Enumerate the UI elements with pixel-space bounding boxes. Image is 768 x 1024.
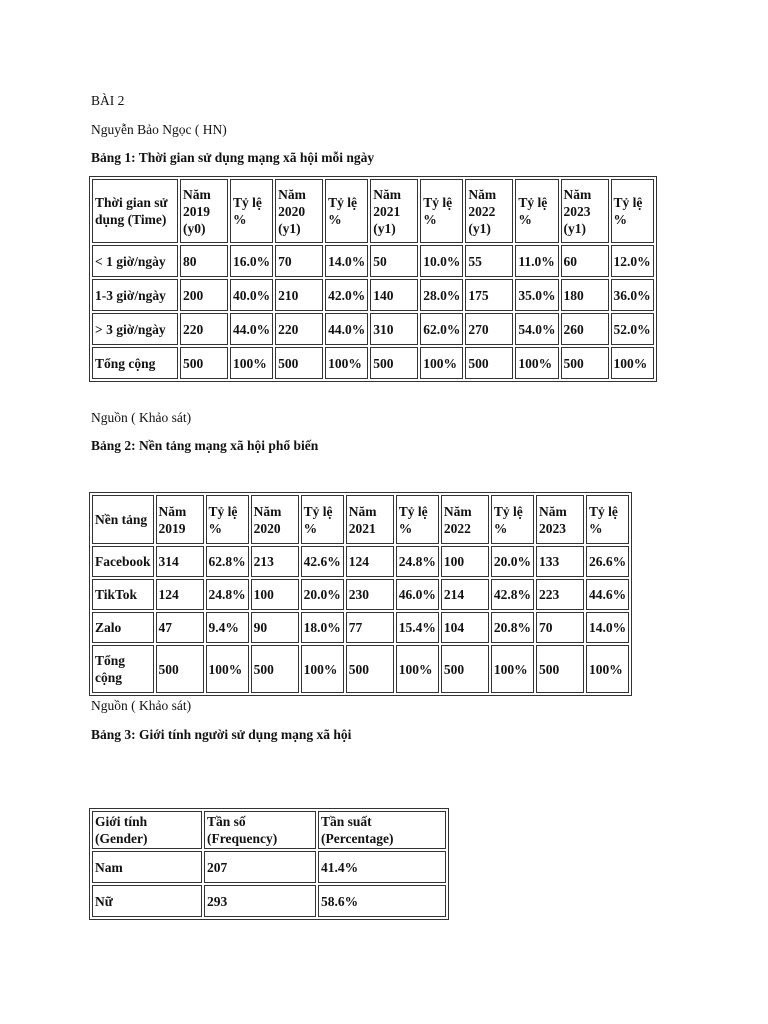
table-cell: 41.4%	[318, 851, 446, 883]
table-cell: 270	[465, 313, 513, 345]
table1-body	[92, 179, 654, 379]
table-cell: 44.0%	[230, 313, 273, 345]
table-cell: 223	[536, 579, 584, 610]
table-cell: Tổng cộng	[92, 645, 154, 693]
table-cell: 210	[275, 279, 323, 311]
table-cell: 100%	[301, 645, 344, 693]
table-cell: 58.6%	[318, 885, 446, 917]
table-cell: 100%	[325, 347, 368, 379]
table-row	[92, 612, 629, 643]
table-cell: 220	[275, 313, 323, 345]
table-header-row	[92, 495, 629, 544]
table-cell: < 1 giờ/ngày	[92, 245, 178, 277]
table-cell: 47	[156, 612, 204, 643]
table-cell: 260	[561, 313, 609, 345]
table-cell: Nam	[92, 851, 202, 883]
table-header-cell: Tần suất (Percentage)	[318, 811, 446, 849]
table-header-cell: Tỷ lệ %	[325, 179, 368, 243]
table-cell: 104	[441, 612, 489, 643]
table-cell: 42.0%	[325, 279, 368, 311]
table-cell: 54.0%	[515, 313, 558, 345]
table1-time-usage	[89, 176, 657, 382]
table-header-row	[92, 811, 446, 849]
table-header-cell: Năm 2020	[251, 495, 299, 544]
table3-body	[92, 811, 446, 917]
table-header-cell: Tỷ lệ %	[491, 495, 534, 544]
table-cell: 100%	[586, 645, 629, 693]
table-header-cell: Tỷ lệ %	[515, 179, 558, 243]
table-header-cell: Năm 2023 (y1)	[561, 179, 609, 243]
table-cell: 26.6%	[586, 546, 629, 577]
table-cell: 100	[251, 579, 299, 610]
table-cell: Tổng cộng	[92, 347, 178, 379]
table-cell: 9.4%	[206, 612, 249, 643]
table-cell: 314	[156, 546, 204, 577]
table-header-cell: Thời gian sử dụng (Time)	[92, 179, 178, 243]
table-cell: 100%	[230, 347, 273, 379]
table-cell: 70	[275, 245, 323, 277]
table-header-cell: Năm 2019 (y0)	[180, 179, 228, 243]
table-header-cell: Năm 2021	[346, 495, 394, 544]
table-cell: 14.0%	[325, 245, 368, 277]
table-cell: 44.0%	[325, 313, 368, 345]
table-cell: 100%	[611, 347, 654, 379]
table-cell: 62.0%	[420, 313, 463, 345]
table-cell: 310	[370, 313, 418, 345]
table-header-cell: Tỷ lệ %	[396, 495, 439, 544]
table-header-cell: Năm 2023	[536, 495, 584, 544]
table-cell: Facebook	[92, 546, 154, 577]
table-cell: Zalo	[92, 612, 154, 643]
table-cell: 40.0%	[230, 279, 273, 311]
table-cell: 52.0%	[611, 313, 654, 345]
table-cell: 500	[561, 347, 609, 379]
table-cell: 35.0%	[515, 279, 558, 311]
table-cell: 175	[465, 279, 513, 311]
table-cell: 100%	[420, 347, 463, 379]
table-cell: 124	[156, 579, 204, 610]
table-cell: 14.0%	[586, 612, 629, 643]
table-cell: 42.8%	[491, 579, 534, 610]
table2-source: Nguồn ( Khảo sát)	[91, 698, 192, 713]
table-cell: 90	[251, 612, 299, 643]
table-cell: 220	[180, 313, 228, 345]
table-cell: 24.8%	[206, 579, 249, 610]
table-cell: 55	[465, 245, 513, 277]
author-name: Nguyễn Bảo Ngọc ( HN)	[91, 122, 227, 137]
table-cell: 500	[346, 645, 394, 693]
table-cell: 20.0%	[301, 579, 344, 610]
table-cell: 140	[370, 279, 418, 311]
table-header-cell: Giới tính (Gender)	[92, 811, 202, 849]
table-cell: 18.0%	[301, 612, 344, 643]
table-cell: 100%	[491, 645, 534, 693]
table-header-cell: Năm 2022 (y1)	[465, 179, 513, 243]
table-cell: 500	[465, 347, 513, 379]
table-header-cell: Tỷ lệ %	[611, 179, 654, 243]
table-cell: 70	[536, 612, 584, 643]
table-cell: 500	[441, 645, 489, 693]
table-row	[92, 546, 629, 577]
table-cell: > 3 giờ/ngày	[92, 313, 178, 345]
table-cell: 62.8%	[206, 546, 249, 577]
table-cell: 20.8%	[491, 612, 534, 643]
table1-caption: Bảng 1: Thời gian sử dụng mạng xã hội mỗi ngày	[91, 150, 375, 165]
table-cell: 46.0%	[396, 579, 439, 610]
table-cell: 500	[180, 347, 228, 379]
table-cell: 500	[275, 347, 323, 379]
table-header-cell: Tỷ lệ %	[420, 179, 463, 243]
table-cell: TikTok	[92, 579, 154, 610]
table-header-cell: Tỷ lệ %	[301, 495, 344, 544]
table-header-cell: Tỷ lệ %	[206, 495, 249, 544]
table-header-cell: Năm 2019	[156, 495, 204, 544]
table-cell: 500	[156, 645, 204, 693]
table-row	[92, 313, 654, 345]
table-row	[92, 279, 654, 311]
table-cell: 28.0%	[420, 279, 463, 311]
table-cell: 10.0%	[420, 245, 463, 277]
table-cell: 77	[346, 612, 394, 643]
table2-body	[92, 495, 629, 693]
table-row	[92, 347, 654, 379]
table-cell: 500	[370, 347, 418, 379]
table-cell: 180	[561, 279, 609, 311]
table-cell: 293	[204, 885, 316, 917]
table-cell: 1-3 giờ/ngày	[92, 279, 178, 311]
table-header-cell: Tần số (Frequency)	[204, 811, 316, 849]
table-cell: 24.8%	[396, 546, 439, 577]
table-cell: 207	[204, 851, 316, 883]
table-cell: 36.0%	[611, 279, 654, 311]
table-cell: 200	[180, 279, 228, 311]
table-cell: 214	[441, 579, 489, 610]
table-cell: 15.4%	[396, 612, 439, 643]
table-cell: 124	[346, 546, 394, 577]
table-cell: 20.0%	[491, 546, 534, 577]
table-row	[92, 245, 654, 277]
table-header-row	[92, 179, 654, 243]
table-cell: 12.0%	[611, 245, 654, 277]
table1-source: Nguồn ( Khảo sát)	[91, 410, 192, 425]
table-cell: 42.6%	[301, 546, 344, 577]
document-heading: BÀI 2	[91, 93, 125, 108]
table-header-cell: Năm 2021 (y1)	[370, 179, 418, 243]
table-cell: 500	[251, 645, 299, 693]
table-cell: 133	[536, 546, 584, 577]
table-cell: 100%	[515, 347, 558, 379]
table-header-cell: Năm 2022	[441, 495, 489, 544]
table-row	[92, 851, 446, 883]
table2-platforms	[89, 492, 632, 696]
table-cell: 44.6%	[586, 579, 629, 610]
table-cell: 80	[180, 245, 228, 277]
table-row	[92, 579, 629, 610]
table-header-cell: Tỷ lệ %	[586, 495, 629, 544]
table-row	[92, 645, 629, 693]
table-cell: Nữ	[92, 885, 202, 917]
table-cell: 213	[251, 546, 299, 577]
table3-gender	[89, 808, 449, 920]
table-cell: 230	[346, 579, 394, 610]
table-cell: 11.0%	[515, 245, 558, 277]
table-cell: 100%	[206, 645, 249, 693]
table-cell: 50	[370, 245, 418, 277]
table-cell: 100	[441, 546, 489, 577]
table-cell: 100%	[396, 645, 439, 693]
table-cell: 60	[561, 245, 609, 277]
table-cell: 500	[536, 645, 584, 693]
table-header-cell: Năm 2020 (y1)	[275, 179, 323, 243]
table-header-cell: Nền tảng	[92, 495, 154, 544]
table2-caption: Bảng 2: Nền tảng mạng xã hội phổ biến	[91, 438, 319, 453]
table-header-cell: Tỷ lệ %	[230, 179, 273, 243]
table-row	[92, 885, 446, 917]
table3-caption: Bảng 3: Giới tính người sử dụng mạng xã hội	[91, 727, 352, 742]
table-cell: 16.0%	[230, 245, 273, 277]
